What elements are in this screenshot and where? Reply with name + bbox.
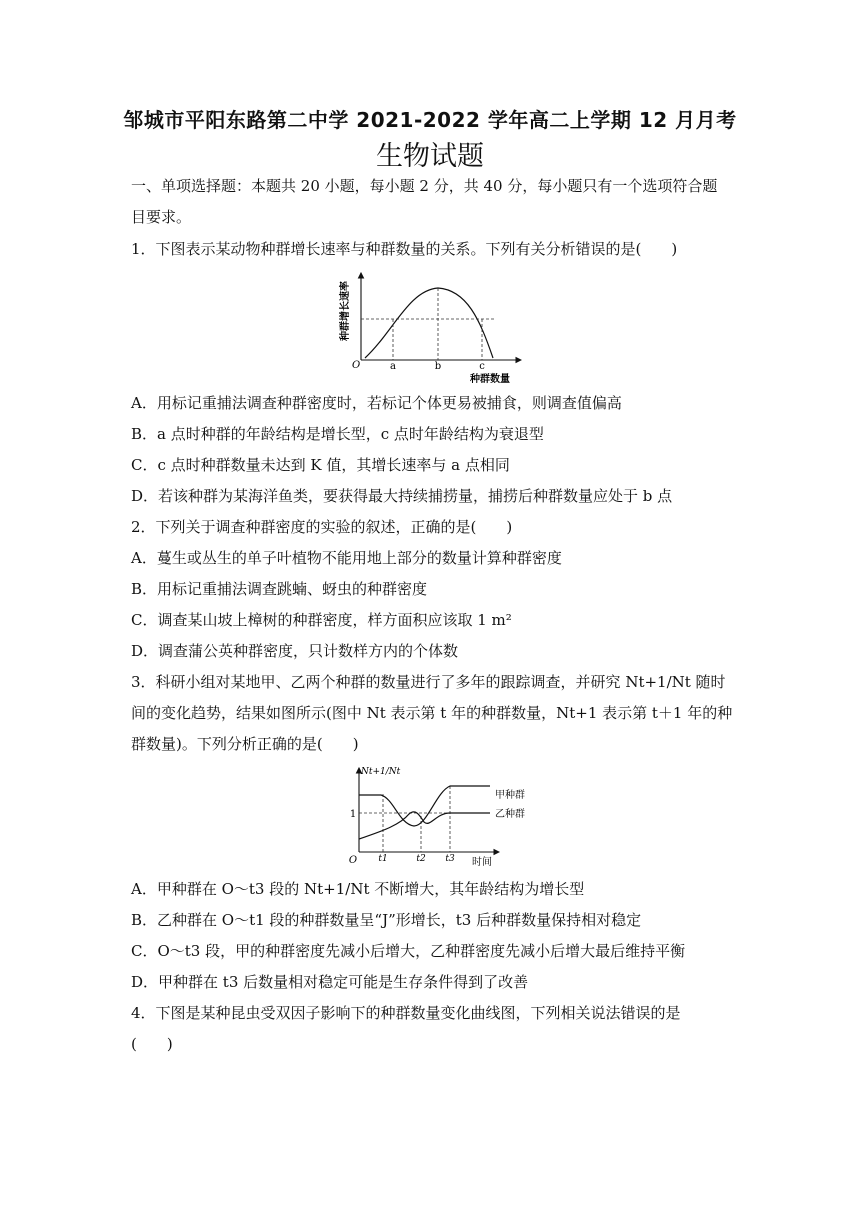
question-4-stem-line2: ( ) bbox=[131, 1035, 173, 1053]
tick-t1: t1 bbox=[378, 854, 388, 864]
legend-yi: 乙种群 bbox=[495, 809, 525, 820]
section-heading: 一、单项选择题：本题共 20 小题，每小题 2 分，共 40 分，每小题只有一个选项符合题 bbox=[131, 177, 718, 195]
y-axis-label: Nt+1/Nt bbox=[361, 767, 401, 777]
question-4-stem-line1: 4．下图是某种昆虫受双因子影响下的种群数量变化曲线图，下列相关说法错误的是 bbox=[131, 1004, 681, 1022]
growth-rate-curve bbox=[365, 288, 493, 358]
question-2-stem: 2．下列关于调查种群密度的实验的叙述，正确的是( ) bbox=[131, 518, 513, 536]
q3-option-a: A．甲种群在 O～t3 段的 Nt+1/Nt 不断增大，其年龄结构为增长型 bbox=[131, 880, 585, 898]
x-axis-label: 时间 bbox=[472, 857, 492, 868]
question-3-stem-line2: 间的变化趋势，结果如图所示(图中 Nt 表示第 t 年的种群数量，Nt+1 表示第 t＋1 年的种 bbox=[131, 704, 733, 722]
q2-option-a: A．蔓生或丛生的单子叶植物不能用地上部分的数量计算种群密度 bbox=[131, 549, 562, 567]
population-yi-curve bbox=[359, 812, 490, 839]
q1-option-c: C．c 点时种群数量未达到 K 值，其增长速率与 a 点相同 bbox=[131, 456, 510, 474]
question-3-stem-line1: 3．科研小组对某地甲、乙两个种群的数量进行了多年的跟踪调查，并研究 Nt+1/Nt 随时 bbox=[131, 673, 726, 691]
exam-title: 邹城市平阳东路第二中学 2021-2022 学年高二上学期 12 月月考 bbox=[123, 108, 737, 132]
origin-label: O bbox=[352, 360, 361, 371]
origin-label: O bbox=[348, 855, 358, 866]
tick-t2: t2 bbox=[416, 854, 426, 864]
q1-growth-rate-figure bbox=[335, 270, 525, 386]
population-jia-curve bbox=[359, 786, 490, 826]
question-3-stem-line3: 群数量)。下列分析正确的是( ) bbox=[131, 735, 359, 753]
q2-option-d: D．调查蒲公英种群密度，只计数样方内的个体数 bbox=[131, 642, 459, 660]
legend-jia: 甲种群 bbox=[495, 790, 525, 801]
y-tick-one: 1 bbox=[349, 809, 357, 820]
tick-a: a bbox=[390, 361, 396, 372]
tick-c: c bbox=[479, 361, 485, 372]
question-1-stem: 1．下图表示某动物种群增长速率与种群数量的关系。下列有关分析错误的是( ) bbox=[131, 240, 678, 258]
q3-option-b: B．乙种群在 O～t1 段的种群数量呈“J”形增长，t3 后种群数量保持相对稳定 bbox=[131, 911, 642, 929]
tick-t3: t3 bbox=[445, 854, 455, 864]
tick-b: b bbox=[434, 361, 442, 372]
q1-option-d: D．若该种群为某海洋鱼类，要获得最大持续捕捞量，捕捞后种群数量应处于 b 点 bbox=[131, 487, 673, 505]
x-axis-label: 种群数量 bbox=[470, 374, 510, 385]
q1-option-b: B．a 点时种群的年龄结构是增长型，c 点时年龄结构为衰退型 bbox=[131, 425, 544, 443]
section-heading-cont: 目要求。 bbox=[131, 208, 192, 226]
q3-population-ratio-figure bbox=[344, 764, 544, 868]
y-axis-label: 种群增长速率 bbox=[340, 281, 351, 341]
q1-option-a: A．用标记重捕法调查种群密度时，若标记个体更易被捕食，则调查值偏高 bbox=[131, 394, 622, 412]
q2-option-c: C．调查某山坡上樟树的种群密度，样方面积应该取 1 m² bbox=[131, 611, 512, 629]
q3-option-d: D．甲种群在 t3 后数量相对稳定可能是生存条件得到了改善 bbox=[131, 973, 529, 991]
q2-option-b: B．用标记重捕法调查跳蝻、蚜虫的种群密度 bbox=[131, 580, 428, 598]
q3-option-c: C．O～t3 段，甲的种群密度先减小后增大，乙种群密度先减小后增大最后维持平衡 bbox=[131, 942, 686, 960]
exam-subtitle: 生物试题 bbox=[376, 141, 484, 172]
